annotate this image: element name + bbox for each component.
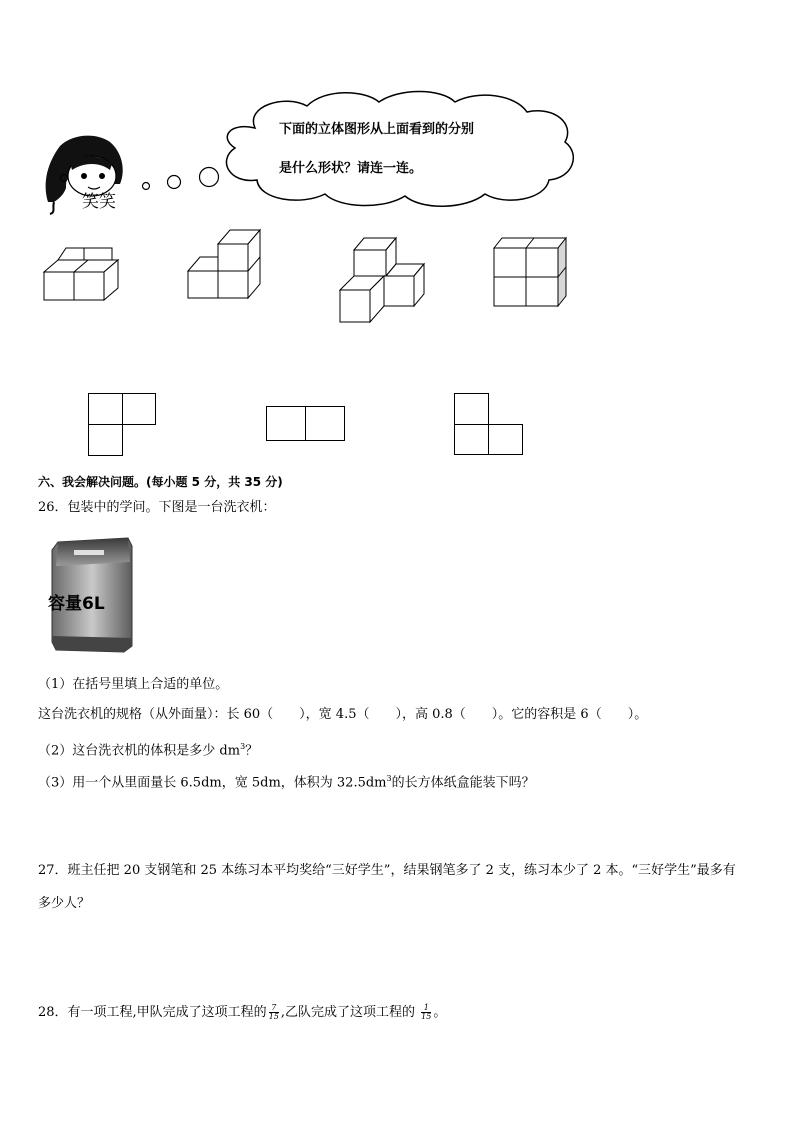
- section-heading: 六、我会解决问题。(每小题 5 分，共 35 分): [38, 475, 283, 489]
- cloud-line-2: 是什么形状？请连一连。: [279, 161, 423, 176]
- speech-cloud: [215, 88, 585, 210]
- question-26-part-1: （1）在括号里填上合适的单位。: [38, 677, 229, 692]
- q28-text-end: 。: [433, 1005, 447, 1020]
- q28-text-start: 28．有一项工程,甲队完成了这项工程的: [38, 1005, 267, 1020]
- thought-bubbles: [138, 164, 222, 194]
- top-view-shape-2[interactable]: [266, 406, 345, 441]
- q26-part3-sup: 3: [386, 774, 392, 783]
- square: [305, 406, 345, 441]
- q26-part3-end: 的长方体纸盒能装下吗？: [391, 775, 535, 791]
- q26-part2-end: ？: [245, 743, 259, 759]
- q28-text-middle: ,乙队完成了这项工程的: [280, 1005, 416, 1020]
- top-view-shape-1[interactable]: [88, 393, 156, 456]
- question-26-spec-line: 这台洗衣机的规格（从外面量）：长 60（ ），宽 4.5（ ），高 0.8（ ）。它的容积是 6（ ）。: [38, 707, 648, 722]
- fraction-denominator: 15: [268, 1012, 279, 1021]
- top-view-shape-3[interactable]: [454, 393, 523, 455]
- cube-figure-4: [490, 234, 572, 310]
- cube-figure-2: [186, 226, 266, 302]
- fraction-7-15: [269, 1004, 279, 1021]
- square: [88, 424, 123, 456]
- question-26-intro: 26．包装中的学问。下图是一台洗衣机：: [38, 500, 276, 515]
- square: [122, 393, 156, 425]
- question-26-part-3: [38, 771, 535, 791]
- question-26-part-2: [38, 739, 258, 759]
- cube-figure-3: [336, 236, 430, 326]
- square: [88, 393, 123, 425]
- cube-figure-1: [40, 240, 126, 306]
- fraction-numerator: 1: [421, 1004, 431, 1013]
- fraction-denominator: 15: [421, 1012, 432, 1021]
- fraction-1-15: [421, 1004, 431, 1021]
- question-28: [38, 1002, 446, 1024]
- cloud-line-1: 下面的立体图形从上面看到的分别: [279, 122, 475, 137]
- square: [266, 406, 306, 441]
- character-name: 笑笑: [82, 192, 116, 212]
- square: [454, 424, 489, 455]
- square: [454, 393, 489, 425]
- fraction-numerator: 7: [269, 1004, 279, 1013]
- q26-part2-sup: 3: [240, 742, 246, 751]
- capacity-label: 容量6L: [48, 594, 105, 614]
- square: [488, 424, 523, 455]
- washing-machine-image: [44, 536, 134, 656]
- q26-part3-text: （3）用一个从里面量长 6.5dm，宽 5dm，体积为 32.5dm: [38, 775, 387, 791]
- question-27-line-1: 27．班主任把 20 支钢笔和 25 本练习本平均奖给“三好学生”，结果钢笔多了 2 支，练习本少了 2 本。“三好学生”最多有: [38, 863, 736, 878]
- question-27-line-2: 多少人？: [38, 896, 91, 911]
- q26-part2-text: （2）这台洗衣机的体积是多少 dm: [38, 743, 241, 759]
